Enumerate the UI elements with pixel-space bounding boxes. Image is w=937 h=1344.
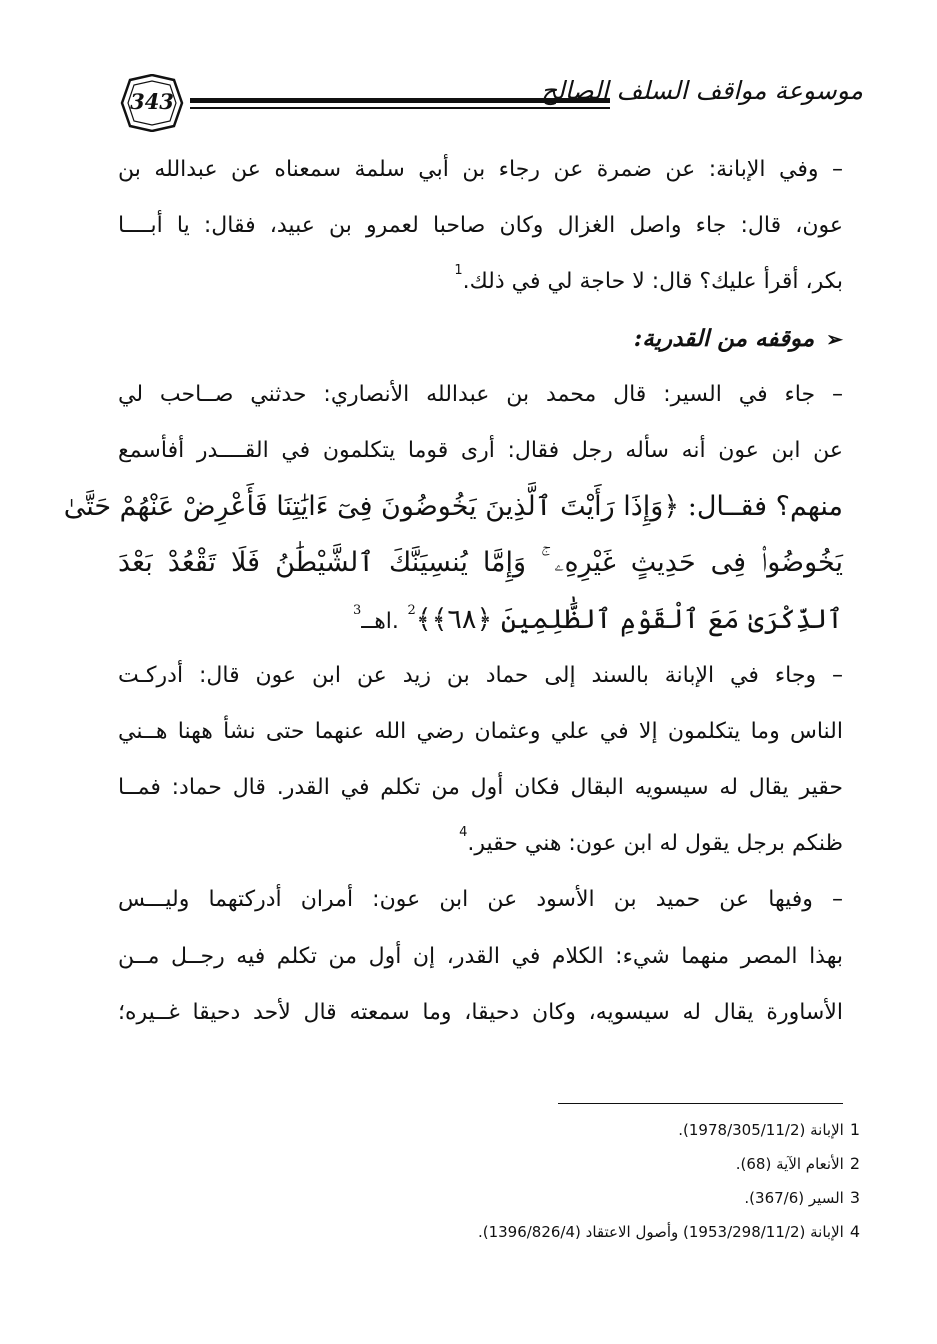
footnote-text: السير (367/6). [744,1189,844,1207]
text-line: – وفي الإبانة: عن ضمرة عن رجاء بن أبي سلمة سمعناه عن عبدالله بن [118,157,843,182]
footnote [300,1181,860,1215]
series-title: موسوعة مواقف السلف الصالح [540,76,863,105]
footnote-ref: 1 [454,263,463,279]
text-line: حقير يقال له سيسويه البقال فكان أول من تكلم في القدر. قال حماد: فمــا [118,775,843,801]
text-fragment: .اهــ [361,608,399,634]
quran-verse-line [118,592,843,648]
footnote [300,1113,860,1147]
footnotes [300,1113,860,1249]
footnote-text: الإبانة (1953/298/11/2) وأصول الاعتقاد (1396/826/4). [477,1223,844,1241]
text-line [118,816,843,872]
footnote-number: 1 [849,1120,860,1139]
text-fragment: بكر، أقرأ عليك؟ قال: لا حاجة لي في ذلك. [462,269,843,295]
footnote-text: الإبانة (1978/305/11/2). [678,1121,844,1139]
footnote [300,1215,860,1249]
text-line: عن ابن عون أنه سأله رجل فقال: أرى قوما يتكلمون في القــــدر أفأسمع [118,437,843,463]
text-fragment: ظنكم برجل يقول له ابن عون: هني حقير. [467,831,843,857]
heading-text: موقفه من القدرية: [633,324,815,352]
header-rule-thin [190,107,610,109]
page-number: 343 [130,89,174,114]
text-line: بهذا المصر منهما شيء: الكلام في القدر، إن أول من تكلم فيه رجــل مــن [118,943,843,969]
text-line: – وفيها عن حميد بن الأسود عن ابن عون: أمران أدركتهما وليـــس [118,887,843,913]
page-number-badge [108,74,196,132]
verse-text: ٱلذِّكْرَىٰ مَعَ ٱلْقَوْمِ ٱلظَّٰلِمِينَ ﴿٦٨﴾﴾ [415,603,843,635]
text-line: الناس وما يتكلمون إلا في علي وعثمان رضي الله عنهما حتى نشأ ههنا هــني [118,718,843,744]
footnote-number: 3 [849,1188,860,1207]
footnote-number: 4 [849,1222,860,1241]
text-line [118,254,843,310]
footnote-text: الأنعام الآية (68). [735,1155,844,1173]
footnote-separator [558,1103,843,1104]
page-body [63,142,843,1041]
arrow-bullet-icon: ➢ [826,326,843,351]
quran-verse-line: يَخُوضُوا۟ فِى حَدِيثٍ غَيْرِهِۦ ۚ وَإِمَّا يُنسِيَنَّكَ ٱلشَّيْطَٰنُ فَلَا تَقْعُدْ بَعْدَ [118,547,843,579]
text-line: الأساورة يقال له سيسويه، وكان دحيقا، وما سمعته قال لأحد دحيقا غــيره؛ [118,999,843,1025]
page-header [108,72,863,134]
text-line: – جاء في السير: قال محمد بن عبدالله الأنصاري: حدثني صــاحب لي [118,381,843,407]
footnote-ref: 2 [407,602,416,618]
footnote-ref: 4 [459,825,468,841]
quran-verse-line: منهم؟ فقــال: ﴿وَإِذَا رَأَيْتَ ٱلَّذِينَ يَخُوضُونَ فِىٓ ءَايَٰتِنَا فَأَعْرِضْ عَنْهُمْ حَتَّىٰ [63,491,843,523]
text-line: عون، قال: جاء واصل الغزال وكان صاحبا لعمرو بن عبيد، فقال: يا أبــــا [118,213,843,239]
footnote [300,1147,860,1181]
text-line: – وجاء في الإبانة بالسند إلى حماد بن زيد عن ابن عون قال: أدركـت [118,662,843,688]
footnote-number: 2 [849,1154,860,1173]
section-heading [118,311,843,367]
footnote-ref: 3 [353,602,362,618]
